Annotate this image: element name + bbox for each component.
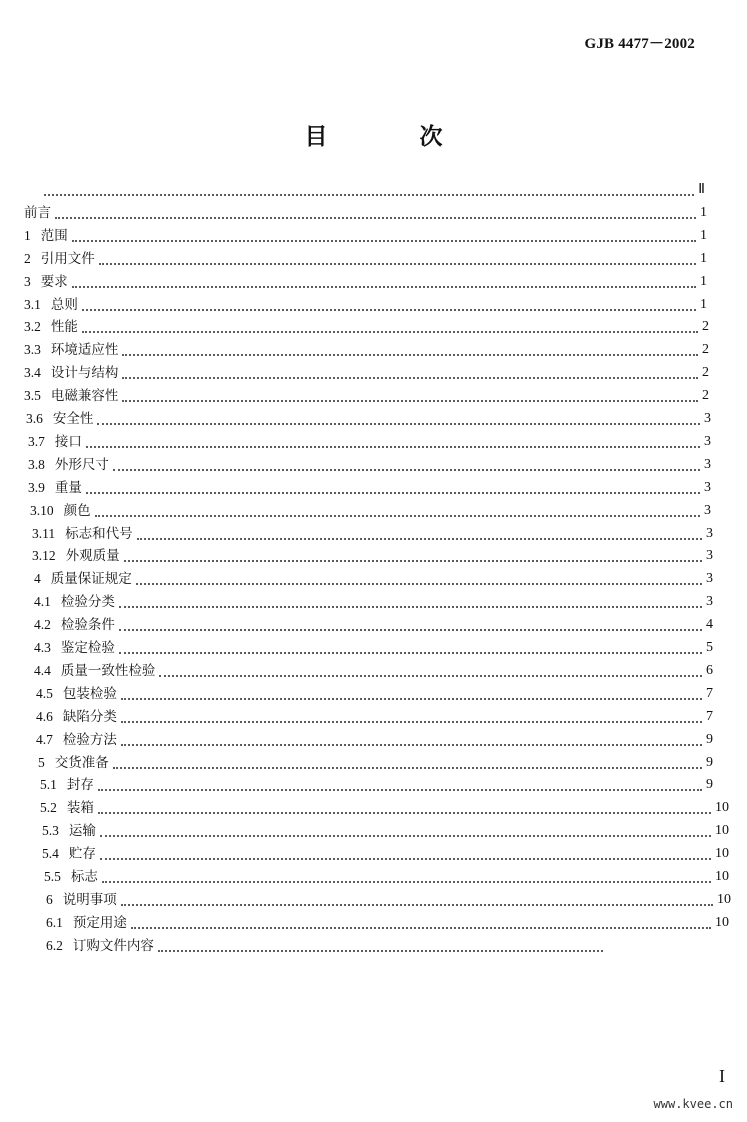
toc-entry-title: 检验条件 (60, 617, 115, 634)
toc-entry-label (40, 798, 94, 818)
toc-entry-page: 10 (715, 846, 729, 862)
toc-entry-page: 3 (704, 433, 711, 449)
toc-entry-page: 10 (717, 891, 731, 907)
toc-entry-label (24, 363, 118, 383)
toc-entry-number: 3 (24, 273, 31, 289)
toc-entry-page: 1 (700, 273, 707, 289)
toc-dot-leader (137, 526, 702, 540)
toc-entry-number: 3.6 (26, 411, 43, 426)
toc-entry-page: 10 (715, 869, 729, 884)
toc-entry-number: 4.1 (34, 594, 51, 610)
toc-entry-number: 6 (46, 891, 53, 907)
toc-entry-title: 标志 (70, 869, 98, 885)
toc-entry-number: 6.1 (46, 914, 63, 930)
toc-entry-number: 4 (34, 571, 41, 587)
toc-entry-label (28, 432, 82, 452)
toc-entry[interactable] (34, 615, 713, 635)
toc-entry[interactable] (38, 753, 713, 773)
toc-entry-title: 重量 (54, 479, 82, 496)
toc-entry[interactable] (28, 478, 711, 498)
toc-entry-label (32, 524, 133, 544)
toc-entry-title: 鉴定检验 (60, 640, 115, 656)
toc-entry-number: 5.5 (44, 869, 61, 884)
toc-entry-title: 运输 (68, 823, 96, 840)
toc-dot-leader (44, 182, 694, 196)
toc-entry-title: 预定用途 (72, 914, 127, 931)
toc-entry-number: 3.8 (28, 456, 45, 472)
toc-dot-leader (121, 686, 702, 700)
toc-entry[interactable] (36, 684, 713, 704)
toc-entry[interactable] (44, 867, 729, 887)
toc-entry-number: 6.2 (46, 937, 63, 953)
toc-entry-page: 7 (706, 685, 713, 701)
toc-entry[interactable] (24, 295, 707, 315)
toc-entry-page: 3 (704, 502, 711, 518)
toc-entry-number: 4.4 (34, 662, 51, 678)
toc-entry-number: 5.4 (42, 846, 59, 862)
toc-entry[interactable] (36, 730, 713, 750)
toc-entry[interactable] (34, 638, 713, 658)
toc-dot-leader (113, 457, 700, 471)
toc-dot-leader (119, 594, 702, 608)
toc-entry-page: 3 (706, 594, 713, 610)
toc-entry-number: 4.5 (36, 685, 53, 701)
toc-dot-leader (119, 640, 702, 654)
toc-entry-number: 3.12 (32, 548, 56, 564)
toc-entry-label (34, 569, 132, 589)
toc-dot-leader (98, 777, 702, 791)
toc-entry-label (46, 913, 127, 933)
toc-entry-page: 1 (700, 296, 707, 312)
toc-dot-leader (121, 732, 702, 746)
toc-entry-number: 3.3 (24, 342, 41, 358)
toc-entry-title: 外观质量 (65, 548, 120, 565)
toc-entry-number: 4.2 (34, 617, 51, 633)
toc-entry-title: 装箱 (66, 800, 94, 817)
toc-entry-page: 9 (706, 731, 713, 747)
toc-entry[interactable] (34, 569, 713, 589)
toc-entry-title: 总则 (50, 296, 78, 313)
toc-dot-leader (158, 938, 603, 952)
toc-entry-page: 3 (706, 525, 713, 541)
toc-entry-page: 2 (702, 319, 709, 335)
toc-entry-number: 4.7 (36, 731, 53, 747)
toc-entry-page: 1 (700, 250, 707, 266)
toc-entry-label (42, 844, 96, 864)
toc-entry-page: 9 (706, 777, 713, 793)
toc-entry-label (24, 340, 118, 360)
toc-entry-title: 质量保证规定 (50, 571, 132, 588)
toc-dot-leader (113, 755, 702, 769)
toc-entry[interactable] (26, 409, 711, 429)
toc-entry-page: 7 (706, 708, 713, 724)
toc-entry-title: 贮存 (68, 846, 96, 863)
toc-entry[interactable] (46, 913, 729, 933)
toc-entry-title: 性能 (50, 319, 78, 336)
toc-entry-label (24, 317, 78, 337)
toc-entry-number: 5.3 (42, 823, 59, 839)
toc-dot-leader (100, 846, 711, 860)
toc-entry-title: 电磁兼容性 (50, 388, 119, 405)
toc-entry-page: 10 (715, 800, 729, 816)
toc-entry-number: 5.2 (40, 800, 57, 816)
toc-entry-page: 4 (706, 617, 713, 633)
page-title: 目 次 (304, 123, 485, 150)
toc-entry[interactable] (24, 272, 707, 292)
toc-dot-leader (86, 434, 700, 448)
toc-dot-leader (86, 480, 700, 494)
toc-dot-leader (72, 274, 696, 288)
toc-entry-title: 要求 (40, 273, 68, 290)
toc-entry-label (24, 295, 78, 315)
toc-dot-leader (102, 869, 711, 883)
toc-entry-label (28, 478, 82, 498)
toc-entry-label (42, 821, 96, 841)
toc-entry-label (24, 249, 95, 269)
toc-entry-title: 订购文件内容 (72, 937, 154, 954)
toc-dot-leader (119, 617, 702, 631)
toc-entry-title: 接口 (54, 433, 82, 450)
toc-entry-label (36, 707, 117, 727)
toc-entry-page: 3 (706, 548, 713, 564)
toc-entry[interactable] (24, 340, 709, 360)
toc-entry-title: 说明事项 (62, 891, 117, 908)
toc-entry-label (30, 501, 91, 521)
toc-entry-number: 3.11 (32, 525, 56, 541)
toc-entry-title: 封存 (66, 777, 94, 794)
toc-entry[interactable] (24, 363, 709, 383)
toc-entry-label (46, 890, 117, 910)
toc-entry-title: 安全性 (52, 411, 94, 427)
toc-dot-leader (121, 892, 713, 906)
toc-entry[interactable] (28, 455, 711, 475)
toc-entry[interactable] (40, 775, 713, 795)
toc-entry-title: 范围 (40, 227, 68, 244)
toc-entry-title: 环境适应性 (50, 342, 119, 359)
toc-entry-label (24, 226, 68, 246)
toc-entry-number: 1 (24, 227, 31, 243)
toc-dot-leader (122, 365, 698, 379)
toc-entry[interactable] (24, 226, 707, 246)
toc-entry-label (26, 409, 93, 429)
toc-dot-leader (122, 388, 698, 402)
toc-dot-leader (99, 251, 696, 265)
toc-entry-title: 包装检验 (62, 685, 117, 702)
toc-entry[interactable] (24, 203, 707, 223)
toc-entry-title: 检验分类 (60, 594, 115, 611)
toc-entry-page: 3 (704, 479, 711, 495)
toc-entry-label (34, 661, 155, 681)
toc-entry-page: 2 (702, 388, 709, 404)
toc-entry-label (34, 592, 115, 612)
toc-entry-page: 1 (700, 204, 707, 220)
toc-entry-title: 前言 (24, 204, 51, 221)
toc-entry-number: 5.1 (40, 777, 57, 793)
toc-entry-number: 3.7 (28, 433, 45, 449)
toc-entry-title: 质量一致性检验 (60, 662, 156, 679)
toc-entry[interactable] (40, 180, 705, 200)
toc-dot-leader (121, 709, 702, 723)
toc-entry-page: 3 (704, 456, 711, 472)
toc-entry-title: 引用文件 (40, 250, 95, 267)
toc-entry-label (28, 455, 109, 475)
toc-entry-label (24, 203, 51, 223)
toc-entry-page: 1 (700, 227, 707, 243)
toc-entry[interactable] (32, 524, 713, 544)
toc-dot-leader (97, 411, 700, 425)
toc-entry[interactable] (42, 821, 729, 841)
toc-entry[interactable] (40, 798, 729, 818)
toc-entry-title: 缺陷分类 (62, 708, 117, 725)
toc-entry-label (34, 615, 115, 635)
toc-dot-leader (82, 319, 698, 333)
toc-entry-number: 3.5 (24, 388, 41, 404)
toc-entry-number: 3.2 (24, 319, 41, 335)
toc-dot-leader (159, 663, 702, 677)
watermark-text: www.kvee.cn (653, 1097, 733, 1111)
toc-entry-page: 6 (706, 662, 713, 678)
toc-dot-leader (82, 297, 696, 311)
toc-dot-leader (72, 228, 696, 242)
toc-entry-title: 颜色 (63, 502, 91, 519)
toc-entry-label (38, 753, 109, 773)
toc-entry-label (24, 386, 118, 406)
toc-entry-page: 10 (715, 914, 729, 930)
toc-entry[interactable] (24, 317, 709, 337)
toc-dot-leader (55, 205, 696, 219)
toc-entry[interactable] (42, 844, 729, 864)
toc-entry-label (36, 730, 117, 750)
toc-entry[interactable] (34, 661, 713, 681)
toc-entry-label (36, 684, 117, 704)
toc-entry-page: Ⅱ (698, 182, 705, 197)
toc-entry[interactable] (36, 707, 713, 727)
toc-dot-leader (100, 823, 711, 837)
toc-entry-title: 交货准备 (54, 754, 109, 771)
toc-entry-title: 外形尺寸 (54, 456, 109, 473)
toc-entry[interactable] (46, 936, 607, 956)
toc-entry-number: 3.1 (24, 296, 41, 312)
toc-entry-label (46, 936, 154, 956)
toc-entry-number: 4.6 (36, 708, 53, 724)
toc-entry-page: 2 (702, 365, 709, 381)
toc-entry[interactable] (30, 501, 711, 521)
toc-entry-page: 2 (702, 342, 709, 358)
toc-entry[interactable] (32, 546, 713, 566)
toc-entry-title: 标志和代号 (65, 525, 133, 542)
toc-entry-number: 2 (24, 250, 31, 266)
toc-dot-leader (95, 503, 700, 517)
toc-entry-number: 3.10 (30, 502, 54, 518)
toc-entry-page: 9 (706, 754, 713, 770)
toc-dot-leader (136, 571, 702, 585)
toc-entry-number: 3.4 (24, 365, 41, 381)
toc-entry-label (32, 546, 120, 566)
page-number: I (719, 1066, 725, 1086)
toc-entry-label (44, 867, 98, 887)
toc-dot-leader (124, 548, 702, 562)
document-code: GJB 4477－2002 (584, 36, 695, 52)
toc-entry-number: 5 (38, 754, 45, 770)
toc-entry-title: 设计与结构 (50, 365, 119, 382)
toc-entry[interactable] (24, 249, 707, 269)
toc-entry-number: 4.3 (34, 640, 51, 655)
toc-dot-leader (131, 915, 711, 929)
toc-entry-page: 10 (715, 823, 729, 839)
toc-dot-leader (98, 800, 711, 814)
toc-entry[interactable] (46, 890, 731, 910)
toc-entry-page: 5 (706, 640, 713, 655)
toc-entry-label (24, 272, 68, 292)
toc-dot-leader (122, 342, 698, 356)
toc-entry-number: 3.9 (28, 479, 45, 495)
toc-entry[interactable] (24, 386, 709, 406)
toc-entry-title: 检验方法 (62, 731, 117, 748)
toc-entry[interactable] (34, 592, 713, 612)
toc-entry[interactable] (28, 432, 711, 452)
toc-entry-label (40, 775, 94, 795)
toc-entry-label (34, 638, 115, 658)
toc-entry-page: 3 (706, 571, 713, 587)
toc-entry-page: 3 (704, 411, 711, 426)
